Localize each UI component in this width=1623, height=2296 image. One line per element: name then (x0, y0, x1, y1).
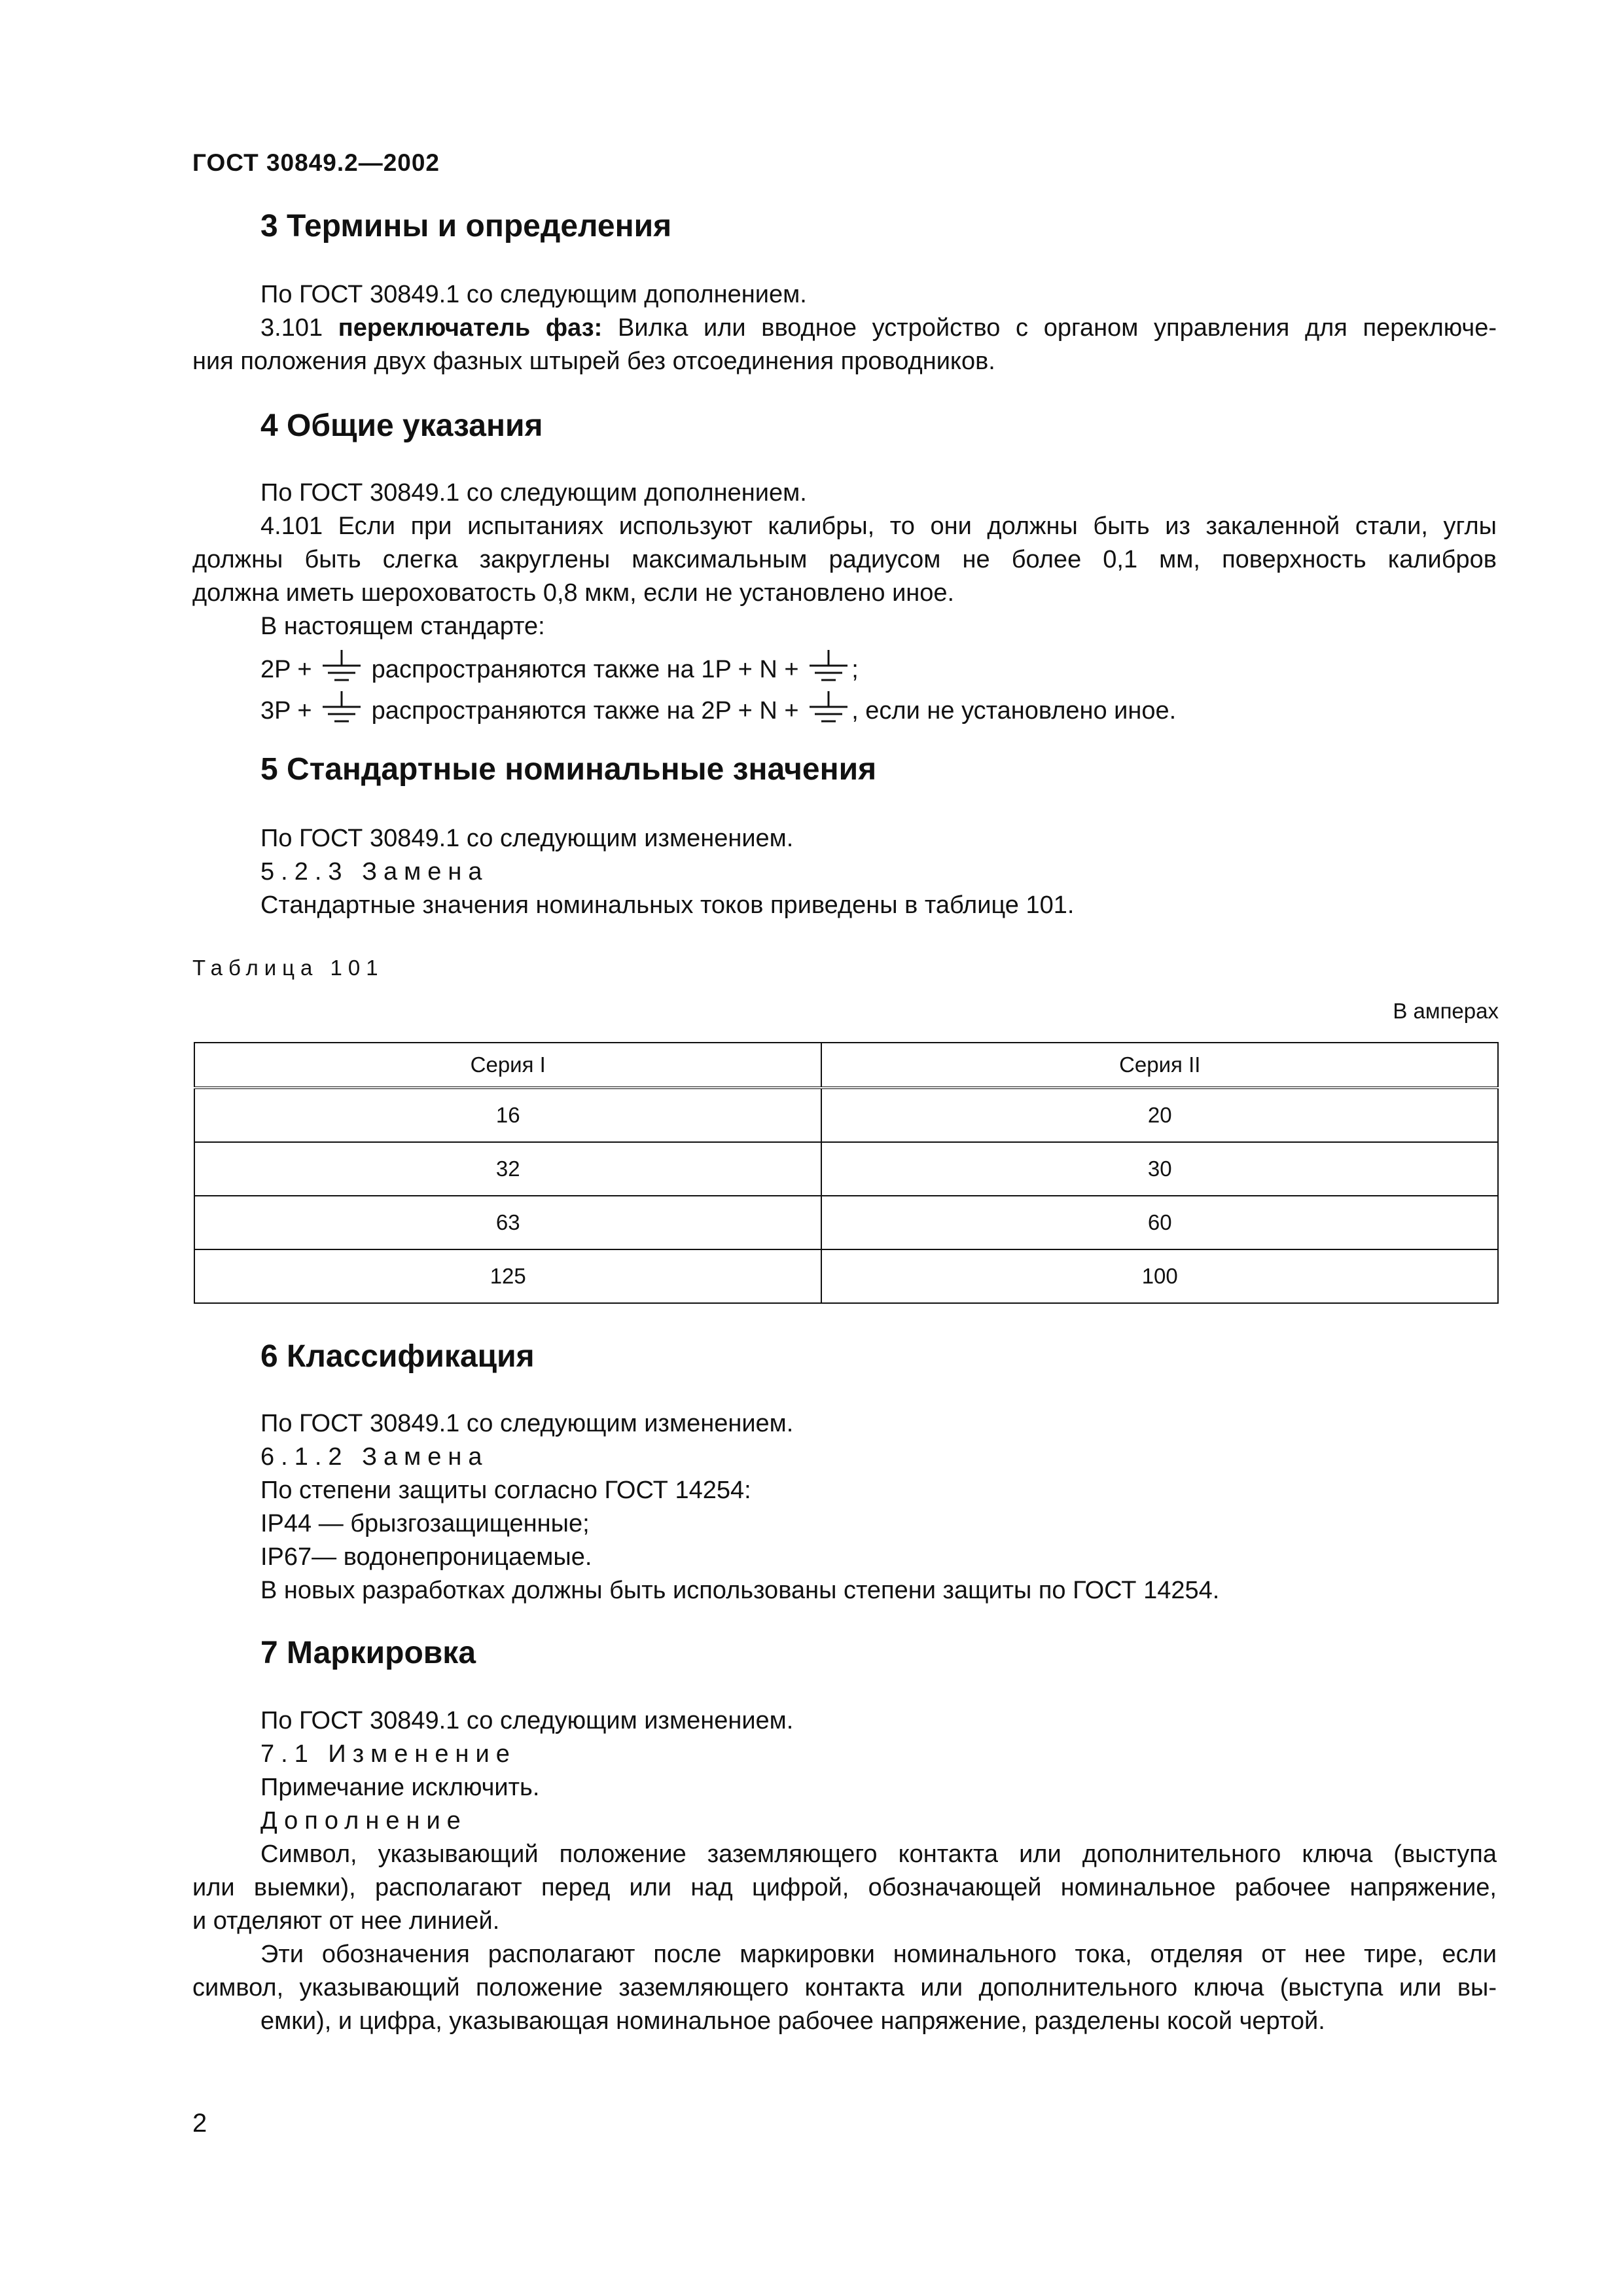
formula-2-prefix: 3P + (260, 697, 312, 725)
section-6-new-designs: В новых разработках должны быть использованы степени защиты по ГОСТ 14254. (260, 1577, 1220, 1604)
table-header-cell: Серия II (821, 1043, 1498, 1088)
section-7-para1-line3: и отделяют от нее линией. (192, 1907, 500, 1935)
section-7-para2-line1: Эти обозначения располагают после маркировки номинального тока, отделяя от нее тире, если (260, 1941, 1497, 1968)
section-7-para1-line1: Символ, указывающий положение заземляющего контакта или дополнительного ключа (выступа (260, 1840, 1497, 1868)
section-6-clause: 6.1.2 Замена (260, 1443, 489, 1471)
section-7-clause: 7.1 Изменение (260, 1740, 516, 1768)
section-7-note: Примечание исключить. (260, 1774, 540, 1801)
table-row (194, 1196, 1498, 1249)
formula-2-text: распространяются также на 2P + N + (371, 697, 799, 725)
document-header: ГОСТ 30849.2—2002 (192, 149, 440, 176)
table-row (194, 1249, 1498, 1303)
section-5-text: Стандартные значения номинальных токов приведены в таблице 101. (260, 891, 1075, 919)
section-3-title: 3 Термины и определения (260, 209, 672, 243)
formula-1-end: ; (851, 656, 859, 683)
table-cell: 125 (194, 1249, 821, 1303)
ground-icon (321, 650, 362, 684)
section-5-intro: По ГОСТ 30849.1 со следующим изменением. (260, 825, 794, 852)
formula-line-1 (260, 650, 859, 687)
term-definition: Вилка или вводное устройство с органом управления для переключе- (618, 314, 1497, 342)
page-number: 2 (192, 2109, 207, 2138)
section-4-standard-note: В настоящем стандарте: (260, 613, 545, 640)
section-6-ip44: IP44 — брызгозащищенные; (260, 1510, 590, 1537)
term-number: 3.101 (260, 314, 323, 342)
section-4-para-line2: должны быть слегка закруглены максимальным радиусом не более 0,1 мм, поверхность калибров (192, 546, 1497, 573)
section-6-protection: По степени защиты согласно ГОСТ 14254: (260, 1477, 751, 1504)
table-header-cell: Серия I (194, 1043, 821, 1088)
section-6-ip67: IP67— водонепроницаемые. (260, 1543, 592, 1571)
table-row (194, 1088, 1498, 1142)
section-6-title: 6 Классификация (260, 1339, 535, 1374)
section-7-addition: Дополнение (260, 1807, 467, 1835)
formula-line-2 (260, 691, 1176, 728)
formula-1-text: распространяются также на 1P + N + (371, 656, 799, 683)
table-cell: 30 (821, 1142, 1498, 1196)
section-4-para-line3: должна иметь шероховатость 0,8 мкм, если не установлено иное. (192, 579, 955, 607)
ground-icon (321, 691, 362, 725)
ground-icon (808, 650, 849, 684)
section-4-title: 4 Общие указания (260, 408, 543, 443)
section-5-title: 5 Стандартные номинальные значения (260, 752, 877, 787)
table-row (194, 1142, 1498, 1196)
section-7-para2-line2: символ, указывающий положение заземляющего контакта или дополнительного ключа (выступа или вы- (192, 1974, 1497, 2001)
section-4-intro: По ГОСТ 30849.1 со следующим дополнением. (260, 479, 807, 507)
table-units: В амперах (1393, 999, 1499, 1023)
section-7-para2-line3: емки), и цифра, указывающая номинальное рабочее напряжение, разделены косой чертой. (260, 2007, 1325, 2035)
table-cell: 32 (194, 1142, 821, 1196)
section-7-para1-line2: или выемки), располагают перед или над цифрой, обозначающей номинальное рабочее напряжение, (192, 1874, 1497, 1901)
table-cell: 16 (194, 1088, 821, 1142)
formula-1-prefix: 2P + (260, 656, 312, 683)
section-7-intro: По ГОСТ 30849.1 со следующим изменением. (260, 1707, 794, 1734)
ground-icon (808, 691, 849, 725)
section-3-term-line2: ния положения двух фазных штырей без отсоединения проводников. (192, 348, 995, 375)
section-3-intro: По ГОСТ 30849.1 со следующим дополнением. (260, 281, 807, 308)
table-101 (194, 1042, 1499, 1304)
section-6-intro: По ГОСТ 30849.1 со следующим изменением. (260, 1410, 794, 1437)
table-cell: 63 (194, 1196, 821, 1249)
term-name: переключатель фаз: (338, 314, 603, 342)
formula-2-end: , если не установлено иное. (851, 697, 1177, 725)
section-3-term-line1 (192, 312, 1497, 345)
table-cell: 100 (821, 1249, 1498, 1303)
table-caption: Таблица 101 (192, 956, 384, 980)
section-7-title: 7 Маркировка (260, 1636, 476, 1670)
table-header-row (194, 1043, 1498, 1088)
table-cell: 20 (821, 1088, 1498, 1142)
table-cell: 60 (821, 1196, 1498, 1249)
section-4-para-line1: 4.101 Если при испытаниях используют калибры, то они должны быть из закаленной стали, углы (260, 512, 1497, 540)
section-5-clause: 5.2.3 Замена (260, 858, 489, 886)
